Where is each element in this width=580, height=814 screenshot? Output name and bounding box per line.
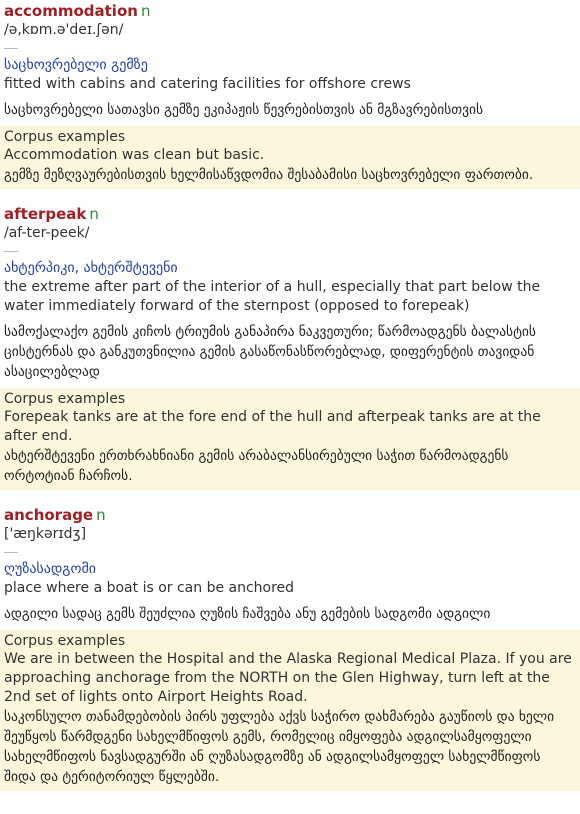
definition: place where a boat is or can be anchored — [4, 580, 295, 596]
entry-headline — [4, 504, 576, 524]
corpus-examples — [0, 388, 580, 490]
corpus-title: Corpus examples — [4, 633, 126, 649]
divider — [4, 552, 18, 553]
corpus-examples — [0, 630, 580, 791]
example-georgian: ახტერშტევენი ერთხრახნიანი გემის არაბალანსირებული საჭით წარმოადგენს ორტოტიან ჩარჩოს. — [4, 448, 509, 484]
entry-headline — [4, 203, 576, 223]
translation: ახტერპიკი, ახტერშტევენი — [4, 260, 178, 276]
definition-georgian: სამოქალაქო გემის კიჩოს ტრიუმის განაპირა ნაკვეთური; წარმოადგენს ბალასტის ცისტერნას და განკუთვნილია გემის გასაწონასწორებლად, დიფერენტის თავიდან ასაცილებლად — [4, 324, 536, 380]
part-of-speech: n — [89, 205, 99, 223]
example-georgian: საკონსულო თანამდებობის პირს უფლება აქვს საჭირო დახმარება გაუწიოს და ხელი შეუწყოს წარმდგენი სახელმწიფოს გემს, რომელიც იმყოფება ადგილსამყოფელი სახელმწიფოს ნავსადგურში ან ღუზასადგომზე ან ადგილსამყოფელ სახელმწიფოს შიდა და ტერიტორიულ წყლებში. — [4, 709, 555, 785]
divider — [4, 48, 18, 49]
pronunciation: /ə,kɒm.ə'deɪ.ʃən/ — [4, 22, 124, 38]
definition-georgian: საცხოვრებელი სათავსი გემზე ეკიპაჟის წევრებისთვის ან მგზავრებისთვის — [4, 102, 484, 118]
entry-afterpeak — [0, 203, 580, 490]
entry-anchorage — [0, 504, 580, 791]
translation: ღუზასადგომი — [4, 561, 97, 577]
part-of-speech: n — [96, 506, 106, 524]
example-english: Forepeak tanks are at the fore end of the hull and afterpeak tanks are at the after end. — [4, 409, 541, 444]
definition: fitted with cabins and catering facilities for offshore crews — [4, 76, 411, 92]
pronunciation: ['æŋkərɪdʒ] — [4, 526, 87, 542]
entry-headline — [4, 0, 576, 20]
definition: the extreme after part of the interior of a hull, especially that part below the water immediately forward of the sternpost (opposed to forepeak) — [4, 279, 541, 314]
pronunciation: /af-ter-peek/ — [4, 225, 90, 241]
example-english: Accommodation was clean but basic. — [4, 147, 265, 163]
corpus-title: Corpus examples — [4, 391, 126, 407]
example-georgian: გემზე მეზღვაურებისთვის ხელმისაწვდომია შესაბამისი საცხოვრებელი ფართობი. — [4, 167, 534, 183]
part-of-speech: n — [140, 2, 151, 20]
translation: საცხოვრებელი გემზე — [4, 57, 148, 73]
headword[interactable]: anchorage — [4, 506, 94, 524]
headword[interactable]: accommodation — [4, 2, 138, 20]
example-english: We are in between the Hospital and the Alaska Regional Medical Plaza. If you are approaching anchorage from the NORTH on the Glen Highway, turn left at the 2nd set of lights onto Airport Heights Road. — [4, 651, 572, 705]
corpus-examples — [0, 126, 580, 189]
corpus-title: Corpus examples — [4, 129, 126, 145]
divider — [4, 251, 18, 252]
definition-georgian: ადგილი სადაც გემს შეუძლია ღუზის ჩაშვება ანუ გემების სადგომი ადგილი — [4, 606, 491, 622]
headword[interactable]: afterpeak — [4, 205, 87, 223]
entry-accommodation — [0, 0, 580, 189]
